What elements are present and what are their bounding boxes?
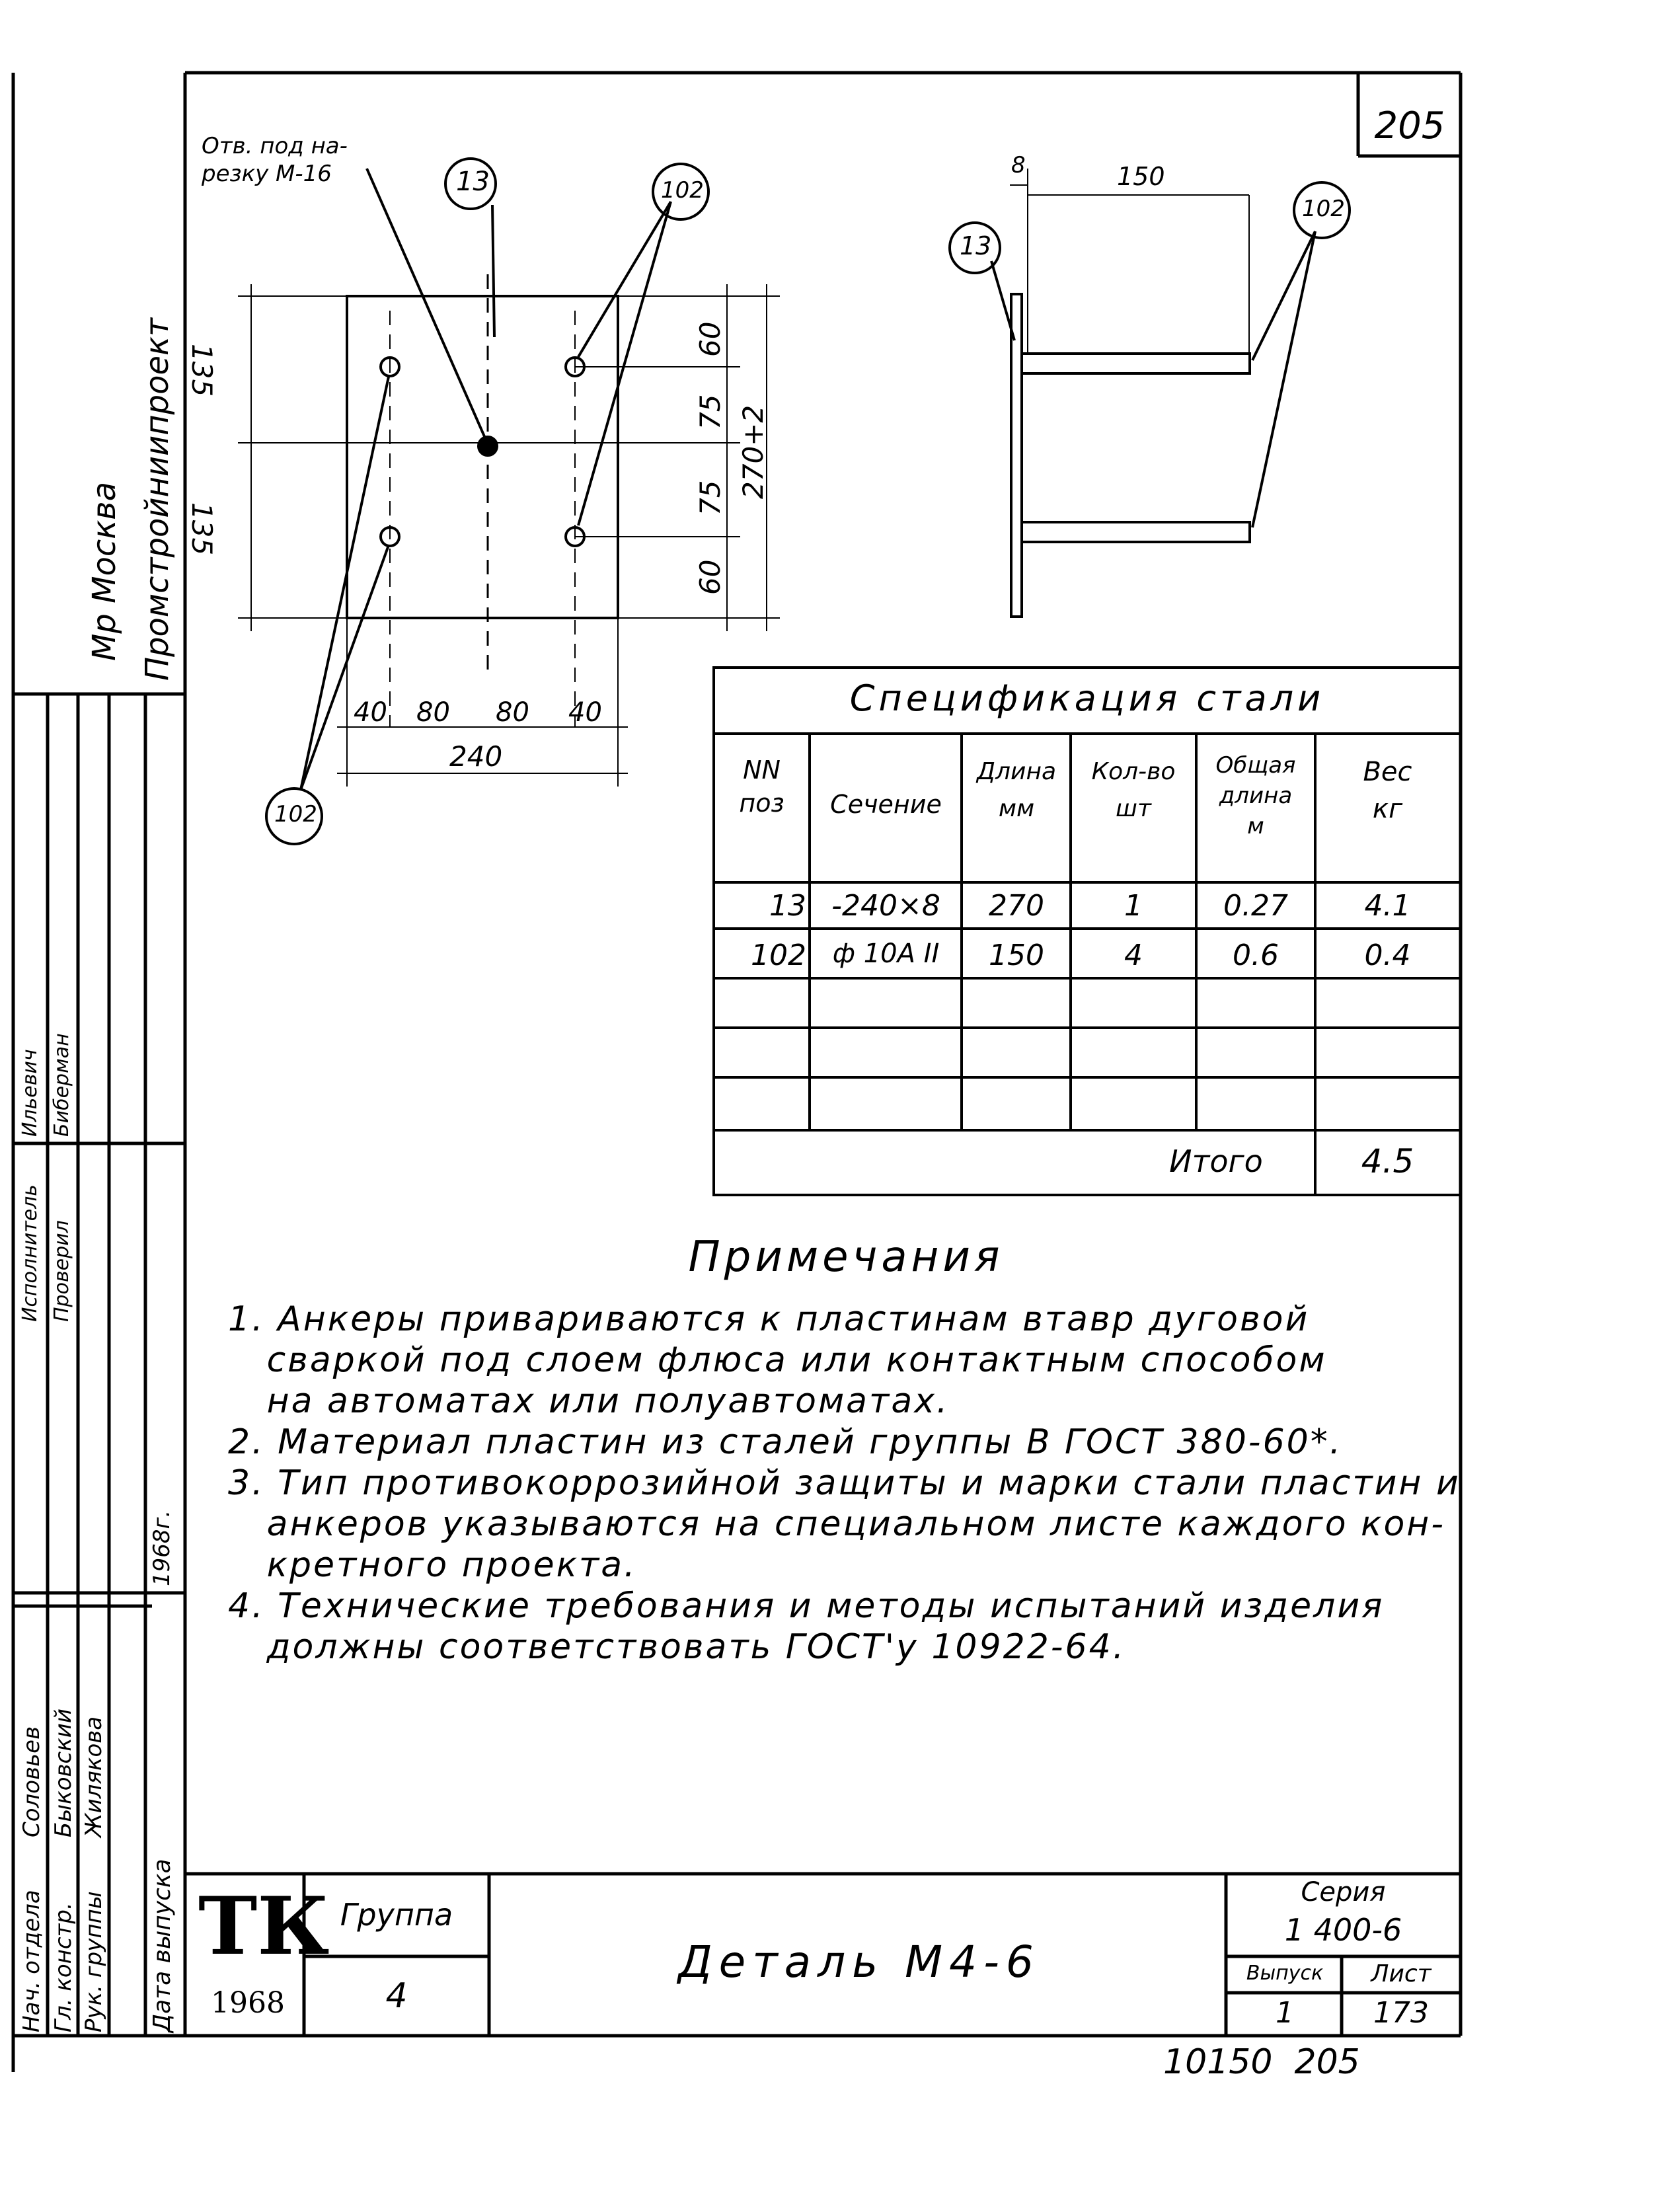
role-executor: Исполнитель — [19, 1184, 42, 1322]
note-line: анкеров указываются на специальном листе каждого кон- — [228, 1504, 1446, 1544]
note-line: на автоматах или полуавтоматах. — [228, 1381, 950, 1421]
dim-135-top: 135 — [186, 344, 218, 397]
footer-code: 10150 205 — [1163, 2042, 1360, 2082]
side-org-top: Мр Москва — [86, 481, 123, 661]
note-line: должны соответствовать ГОСТ'у 10922-64. — [228, 1627, 1126, 1667]
side-dim-150: 150 — [1117, 162, 1165, 191]
role-chief: Гл. констр. — [50, 1902, 77, 2032]
row2-pos: 102 — [751, 939, 806, 972]
role-checked: Проверил — [50, 1220, 73, 1322]
row1-total-length: 0.27 — [1223, 889, 1288, 923]
group-label: Группа — [340, 1897, 453, 1933]
note-line: 3. Тип противокоррозийной защиты и марки стали пластин и — [228, 1463, 1461, 1503]
series-label: Серия — [1301, 1877, 1386, 1907]
hole-callout: Отв. под на- резку М-16 — [202, 133, 348, 187]
header-section: Сечение — [830, 790, 942, 819]
position-102-label: 102 — [661, 177, 704, 204]
dim-60-top: 60 — [694, 321, 726, 357]
dim-40-left: 40 — [354, 697, 387, 728]
header-qty: Кол-во шт — [1091, 758, 1176, 822]
header-pos: NN поз — [739, 755, 784, 818]
row1-pos: 13 — [769, 889, 806, 923]
dim-75-a: 75 — [694, 394, 726, 430]
header-total-length: Общая длина м — [1215, 752, 1296, 839]
dim-80-b: 80 — [496, 697, 529, 728]
row1-weight: 4.1 — [1364, 889, 1411, 923]
drawing-title: Деталь М4-6 — [678, 1937, 1040, 1987]
name-group: Жилякова — [81, 1716, 107, 1837]
dim-40-right: 40 — [568, 697, 602, 728]
row2-weight: 0.4 — [1364, 939, 1411, 972]
side-position-102-label: 102 — [1302, 196, 1345, 222]
total-label: Итого — [1169, 1143, 1263, 1179]
name-chief: Быковский — [50, 1709, 77, 1837]
group-value: 4 — [385, 1976, 408, 2016]
position-13-label: 13 — [456, 167, 490, 197]
header-length: Длина мм — [976, 758, 1057, 822]
note-line: 4. Технические требования и методы испытаний изделия — [228, 1586, 1385, 1626]
sheet-label: Лист — [1371, 1960, 1432, 1987]
side-year: 1968г. — [149, 1510, 175, 1586]
name-checked: Биберман — [50, 1033, 73, 1137]
role-group: Рук. группы — [81, 1891, 107, 2032]
row1-section: -240×8 — [831, 889, 940, 923]
row2-qty: 4 — [1124, 939, 1143, 972]
note-line: 2. Материал пластин из сталей группы В ГОСТ 380-60*. — [228, 1422, 1343, 1462]
name-executor: Ильевич — [19, 1049, 42, 1137]
side-dim-8: 8 — [1011, 152, 1026, 178]
note-line: сваркой под слоем флюса или контактным способом — [228, 1340, 1327, 1380]
series-value: 1 400-6 — [1284, 1912, 1402, 1948]
dim-240: 240 — [449, 740, 503, 773]
issue-label: Выпуск — [1246, 1962, 1324, 1985]
logo-year: 1968 — [211, 1986, 285, 2020]
name-head: Соловьев — [19, 1726, 45, 1837]
row1-qty: 1 — [1124, 889, 1143, 923]
dim-135-bottom: 135 — [186, 502, 218, 556]
tk-logo: ТК — [198, 1880, 330, 1973]
role-head: Нач. отдела — [19, 1890, 45, 2032]
dim-60-bottom: 60 — [694, 559, 726, 595]
role-date: Дата выпуска — [149, 1859, 176, 2032]
row1-length: 270 — [989, 889, 1044, 923]
row2-total-length: 0.6 — [1233, 939, 1279, 972]
note-line: кретного проекта. — [228, 1545, 637, 1585]
notes-title: Примечания — [688, 1233, 1004, 1282]
dim-75-b: 75 — [694, 480, 726, 516]
total-value: 4.5 — [1361, 1142, 1414, 1180]
position-102-label-left: 102 — [274, 801, 317, 827]
dim-80-a: 80 — [416, 697, 450, 728]
issue-value: 1 — [1276, 1996, 1294, 2030]
dim-270: 270+2 — [737, 404, 769, 499]
side-position-13-label: 13 — [960, 231, 992, 260]
header-weight: Вес кг — [1363, 757, 1412, 824]
note-line: 1. Анкеры привариваются к пластинам втавр дуговой — [228, 1299, 1310, 1339]
spec-title: Спецификация стали — [849, 677, 1325, 719]
sheet-number: 205 — [1374, 104, 1445, 147]
row2-length: 150 — [989, 939, 1044, 972]
row2-section: ф 10А II — [832, 939, 940, 969]
side-org: Промстройниипроект — [139, 318, 176, 681]
sheet-value: 173 — [1373, 1996, 1429, 2030]
